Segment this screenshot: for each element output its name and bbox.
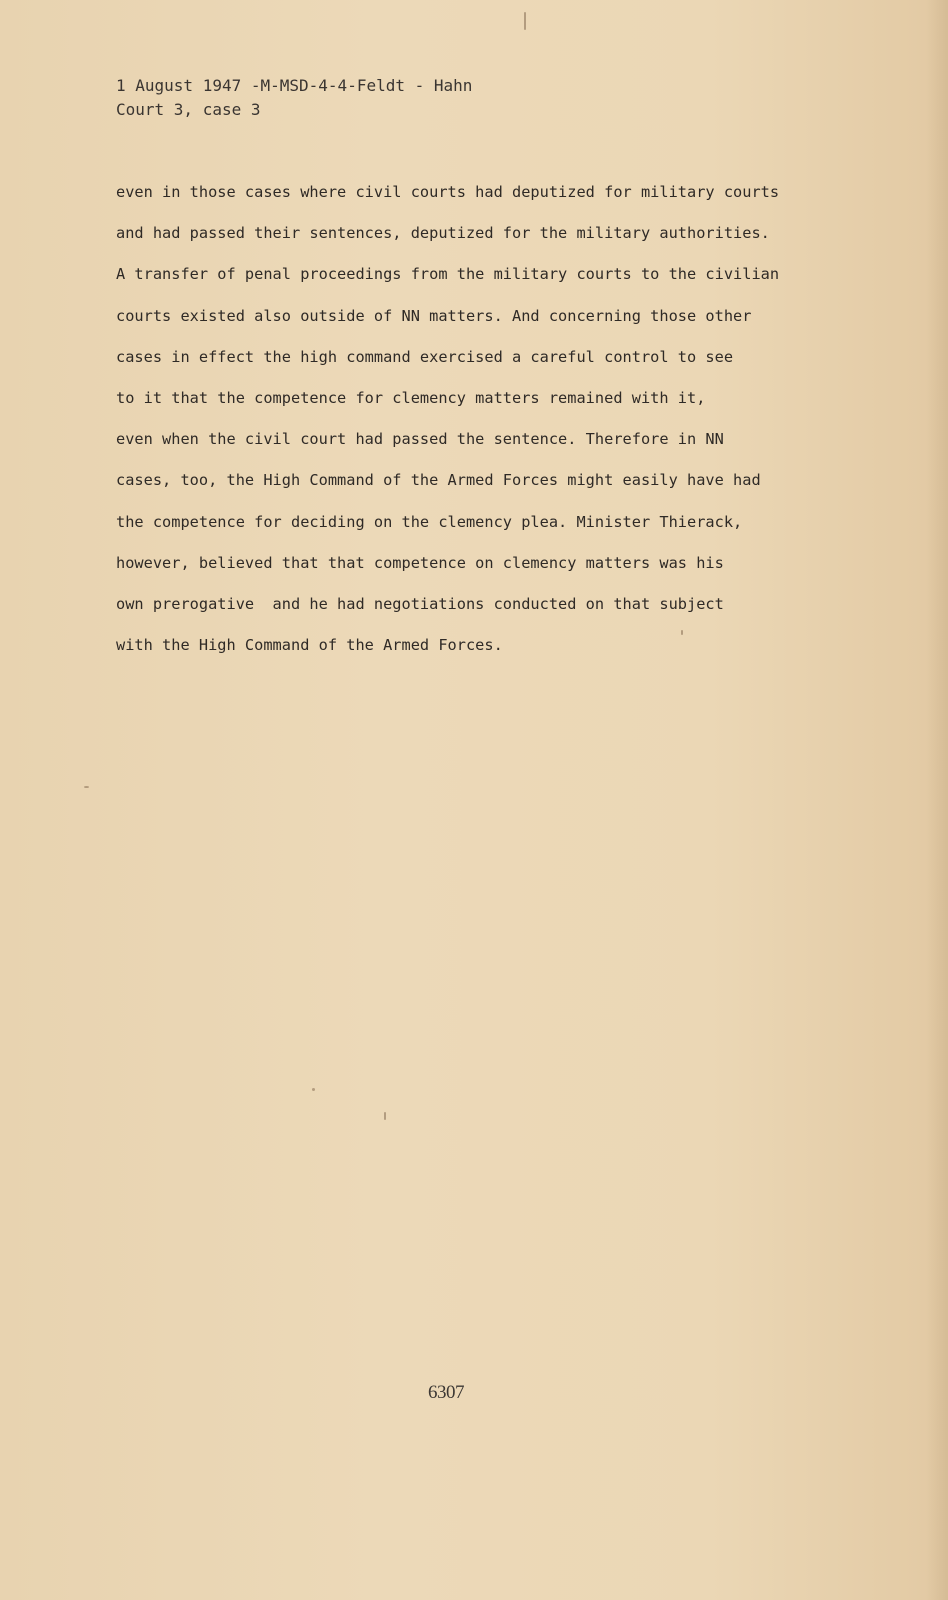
transcript-body (116, 172, 876, 666)
paper-speck (681, 630, 683, 635)
document-header (116, 74, 472, 122)
paper-speck (524, 12, 526, 30)
body-line: courts existed also outside of NN matters. And concerning those other (116, 306, 752, 325)
paper-speck (384, 1112, 386, 1120)
body-line: even when the civil court had passed the sentence. Therefore in NN (116, 430, 724, 449)
body-line: however, believed that that competence on clemency matters was his (116, 553, 724, 572)
header-date-line: 1 August 1947 -M-MSD-4-4-Feldt - Hahn (116, 76, 473, 95)
body-line: cases, too, the High Command of the Armed Forces might easily have had (116, 471, 761, 490)
body-line: to it that the competence for clemency matters remained with it, (116, 389, 706, 408)
page-edge-shadow (926, 0, 948, 1600)
body-line: even in those cases where civil courts had deputized for military courts (116, 183, 780, 201)
body-line: own prerogative and he had negotiations conducted on that subject (116, 595, 724, 614)
body-line: cases in effect the high command exercised a careful control to see (116, 347, 734, 366)
body-line: with the High Command of the Armed Forces. (116, 636, 503, 655)
body-line: the competence for deciding on the clemency plea. Minister Thierack, (116, 512, 743, 531)
body-line: and had passed their sentences, deputized for the military authorities. (116, 224, 770, 243)
page-number: 6307 (428, 1382, 464, 1403)
paper-speck (312, 1088, 315, 1091)
paper-speck (84, 786, 89, 788)
header-court-line: Court 3, case 3 (116, 100, 261, 119)
body-line: A transfer of penal proceedings from the military courts to the civilian (116, 265, 780, 284)
